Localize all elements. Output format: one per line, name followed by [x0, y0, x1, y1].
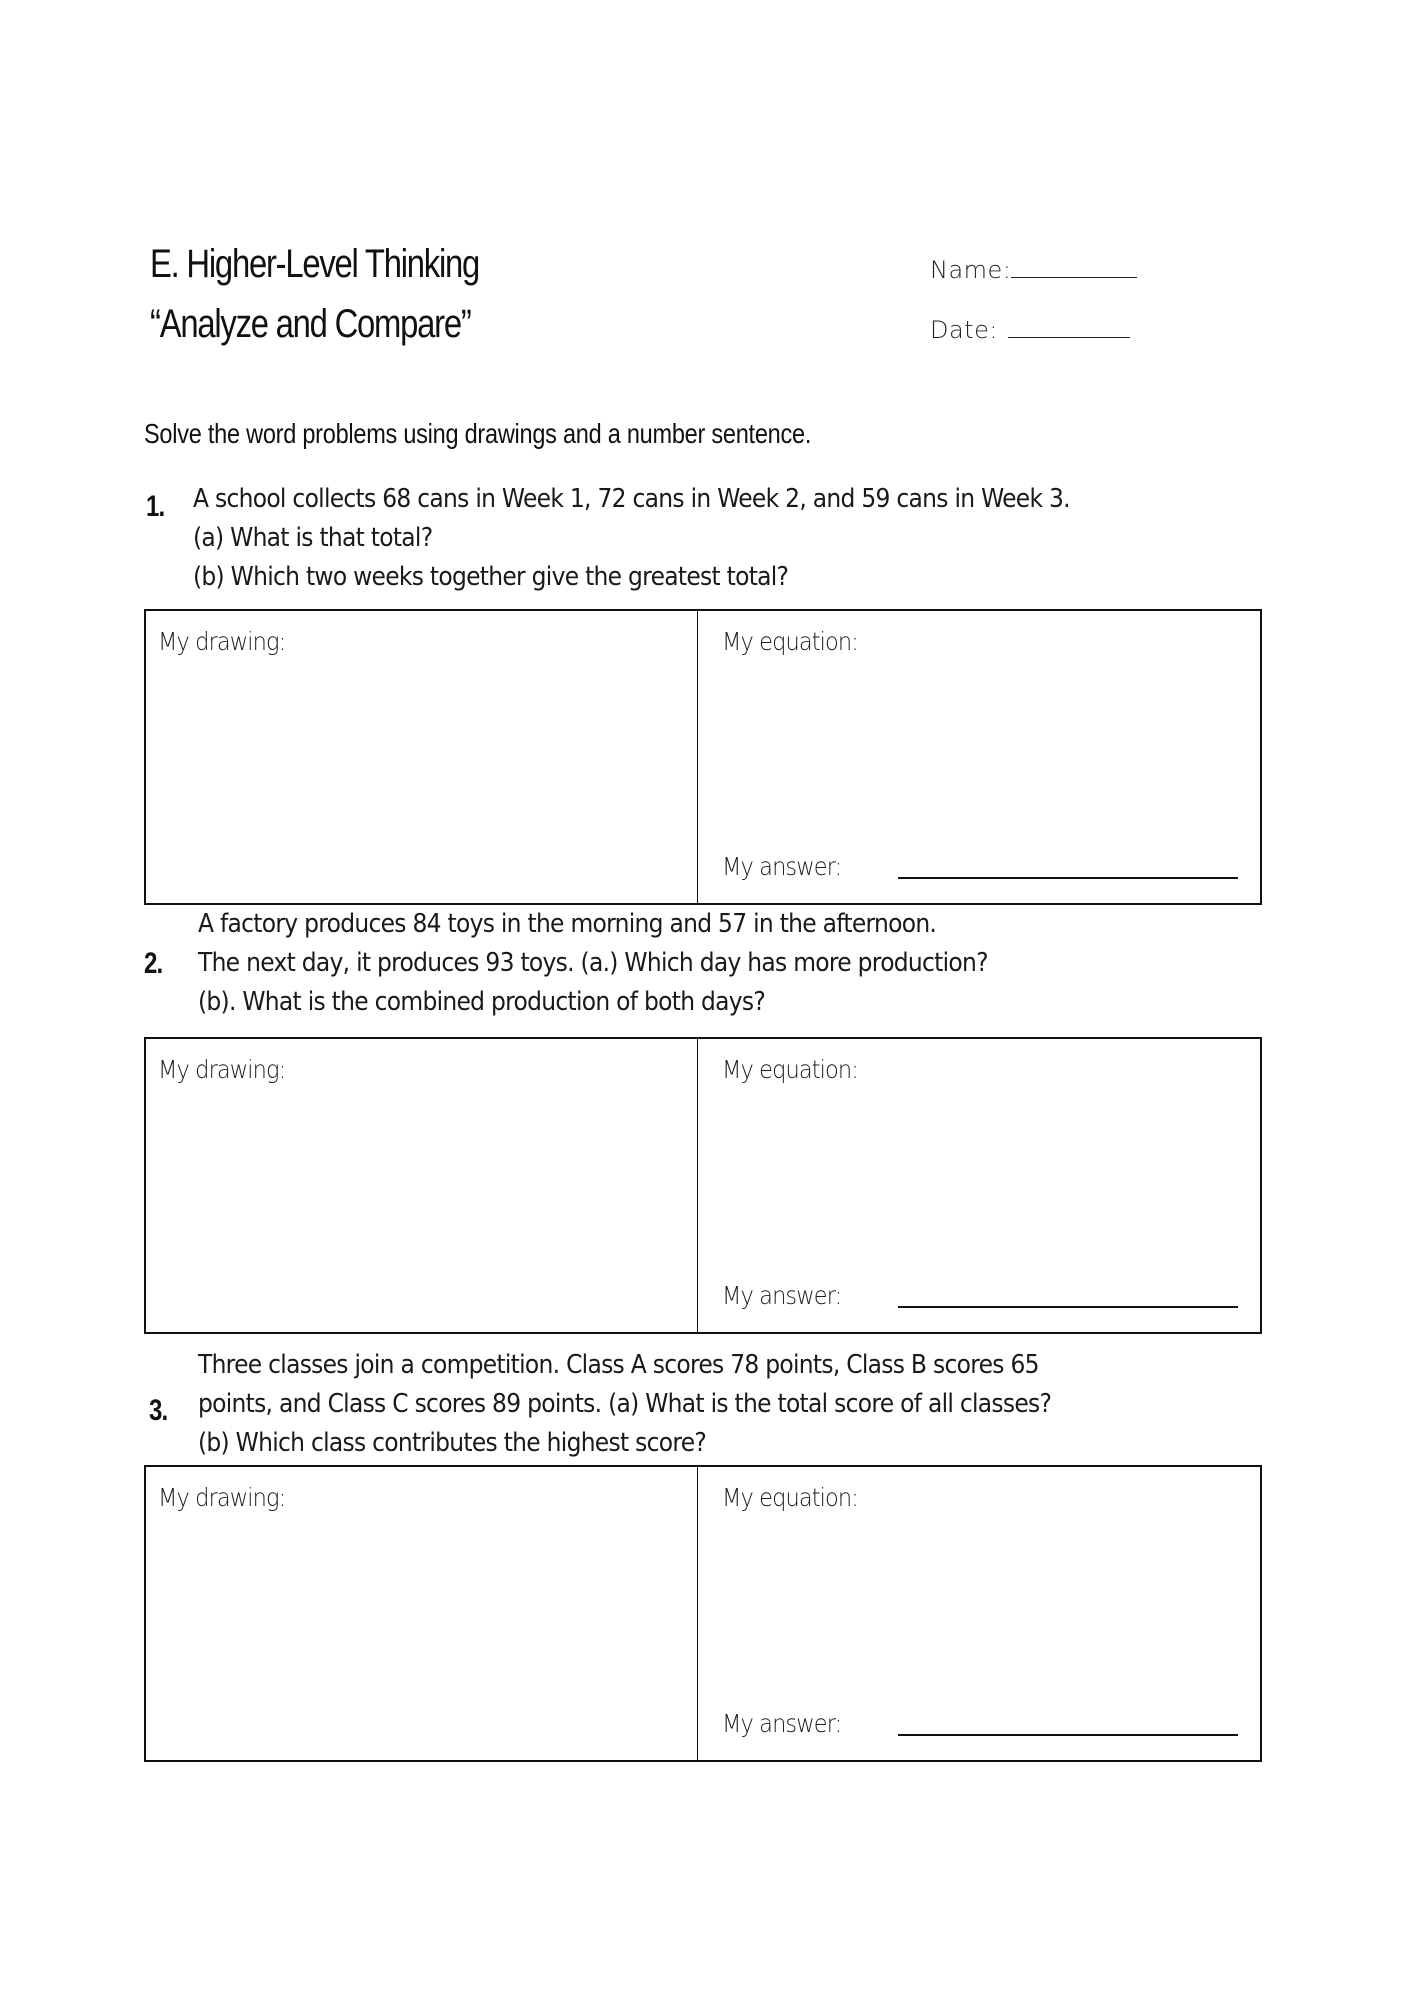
- drawing-label: My drawing:: [158, 1483, 286, 1512]
- equation-label: My equation:: [722, 1483, 858, 1512]
- problem-2-line-3: (b). What is the combined production of both days?: [198, 987, 766, 1017]
- section-title: E. Higher-Level Thinking: [150, 242, 480, 286]
- problem-1-answer-line[interactable]: [898, 877, 1238, 879]
- name-blank-line[interactable]: [1011, 276, 1137, 278]
- date-label: Date:: [930, 316, 998, 344]
- date-field[interactable]: [930, 316, 1130, 344]
- problem-2-equation-area[interactable]: [698, 1039, 1260, 1332]
- equation-label: My equation:: [722, 1055, 858, 1084]
- problem-2-text: [198, 905, 988, 1022]
- answer-label: My answer:: [722, 1281, 842, 1310]
- problem-3-work-box: [144, 1465, 1262, 1762]
- problem-1-line-2: (a) What is that total?: [193, 523, 433, 553]
- problem-1-line-3: (b) Which two weeks together give the greatest total?: [193, 562, 789, 592]
- problem-1-number: 1.: [146, 490, 165, 523]
- date-blank-line[interactable]: [1008, 336, 1130, 338]
- problem-2-work-box: [144, 1037, 1262, 1334]
- drawing-label: My drawing:: [158, 627, 286, 656]
- drawing-label: My drawing:: [158, 1055, 286, 1084]
- instructions: Solve the word problems using drawings and a number sentence.: [144, 418, 812, 449]
- problem-2-drawing-area[interactable]: [146, 1039, 698, 1332]
- problem-1-drawing-area[interactable]: [146, 611, 698, 903]
- problem-3-drawing-area[interactable]: [146, 1467, 698, 1760]
- name-label: Name:: [930, 256, 1012, 284]
- problem-3-answer-row: [722, 1709, 855, 1738]
- problem-2-answer-row: [722, 1281, 855, 1310]
- problem-1-text: [193, 480, 1070, 597]
- answer-label: My answer:: [722, 1709, 842, 1738]
- problem-3-text: [198, 1346, 1051, 1463]
- problem-3-line-1: Three classes join a competition. Class A scores 78 points, Class B scores 65: [198, 1350, 1039, 1380]
- problem-2-line-2: The next day, it produces 93 toys. (a.) Which day has more production?: [198, 948, 988, 978]
- equation-label: My equation:: [722, 627, 858, 656]
- problem-2-number: 2.: [144, 947, 163, 980]
- problem-3-answer-line[interactable]: [898, 1734, 1238, 1736]
- problem-3-number: 3.: [149, 1394, 168, 1427]
- problem-2-line-1: A factory produces 84 toys in the morning and 57 in the afternoon.: [198, 909, 937, 939]
- problem-1-equation-area[interactable]: [698, 611, 1260, 903]
- problem-3-line-2: points, and Class C scores 89 points. (a) What is the total score of all classes?: [198, 1389, 1052, 1419]
- name-field[interactable]: [930, 256, 1137, 284]
- problem-3-line-3: (b) Which class contributes the highest score?: [198, 1428, 707, 1458]
- problem-1-work-box: [144, 609, 1262, 905]
- problem-1-line-1: A school collects 68 cans in Week 1, 72 cans in Week 2, and 59 cans in Week 3.: [193, 484, 1070, 514]
- answer-label: My answer:: [722, 852, 842, 881]
- worksheet-subtitle: “Analyze and Compare”: [150, 302, 471, 346]
- problem-1-answer-row: [722, 852, 855, 881]
- problem-3-equation-area[interactable]: [698, 1467, 1260, 1760]
- problem-2-answer-line[interactable]: [898, 1306, 1238, 1308]
